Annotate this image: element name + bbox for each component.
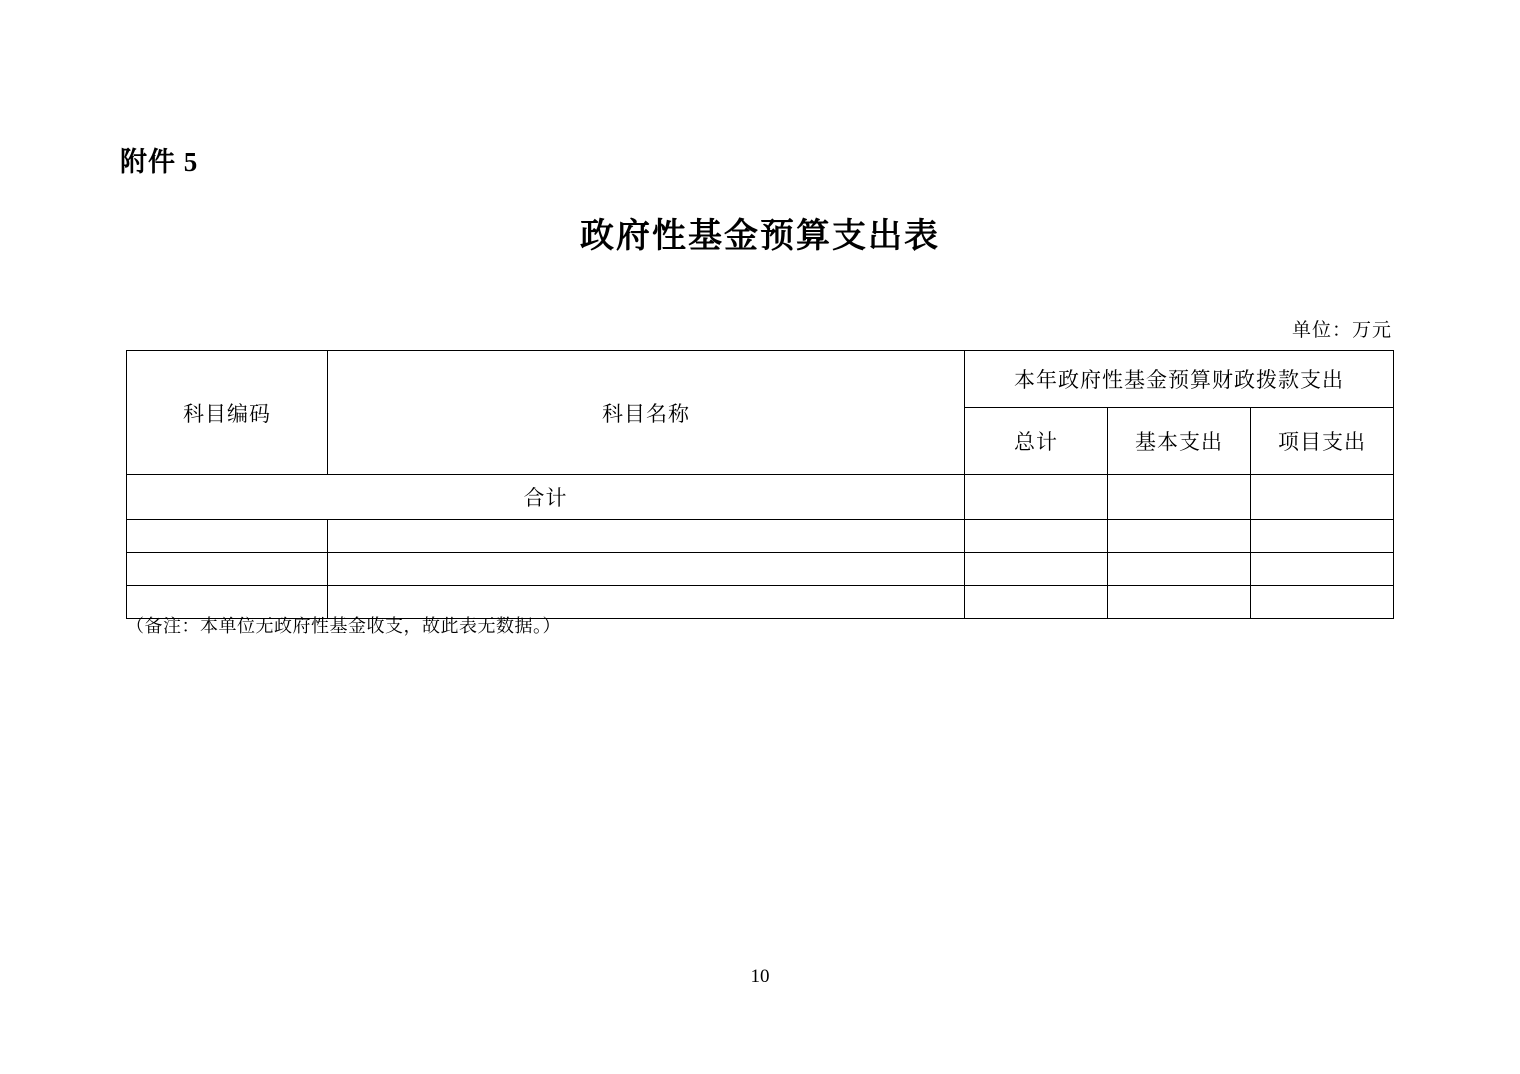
summary-row-project — [1251, 475, 1394, 520]
budget-table — [126, 350, 1394, 619]
summary-row-total — [965, 475, 1108, 520]
row-project — [1251, 520, 1394, 553]
row-code — [127, 553, 328, 586]
row-name — [328, 553, 965, 586]
row-project — [1251, 586, 1394, 619]
row-name — [328, 520, 965, 553]
column-header-group: 本年政府性基金预算财政拨款支出 — [965, 351, 1394, 408]
table-remark: （备注：本单位无政府性基金收支，故此表无数据。） — [126, 616, 561, 636]
page-title: 政府性基金预算支出表 — [580, 218, 940, 255]
row-basic — [1108, 586, 1251, 619]
row-basic — [1108, 553, 1251, 586]
row-code — [127, 520, 328, 553]
table-header — [127, 351, 1394, 475]
unit-note: 单位：万元 — [1291, 320, 1392, 341]
table-row — [127, 520, 1394, 553]
column-header-name: 科目名称 — [328, 351, 965, 475]
table-row-summary — [127, 475, 1394, 520]
row-total — [965, 586, 1108, 619]
table-row — [127, 553, 1394, 586]
column-header-code: 科目编码 — [127, 351, 328, 475]
attachment-label: 附件 5 — [120, 147, 199, 177]
page-number: 10 — [750, 966, 770, 987]
table-body — [127, 475, 1394, 619]
column-header-project: 项目支出 — [1251, 408, 1394, 475]
row-basic — [1108, 520, 1251, 553]
table-header-row-1 — [127, 351, 1394, 408]
row-project — [1251, 553, 1394, 586]
summary-row-basic — [1108, 475, 1251, 520]
summary-row-label: 合计 — [127, 475, 965, 520]
row-total — [965, 520, 1108, 553]
column-header-basic: 基本支出 — [1108, 408, 1251, 475]
row-total — [965, 553, 1108, 586]
column-header-total: 总计 — [965, 408, 1108, 475]
